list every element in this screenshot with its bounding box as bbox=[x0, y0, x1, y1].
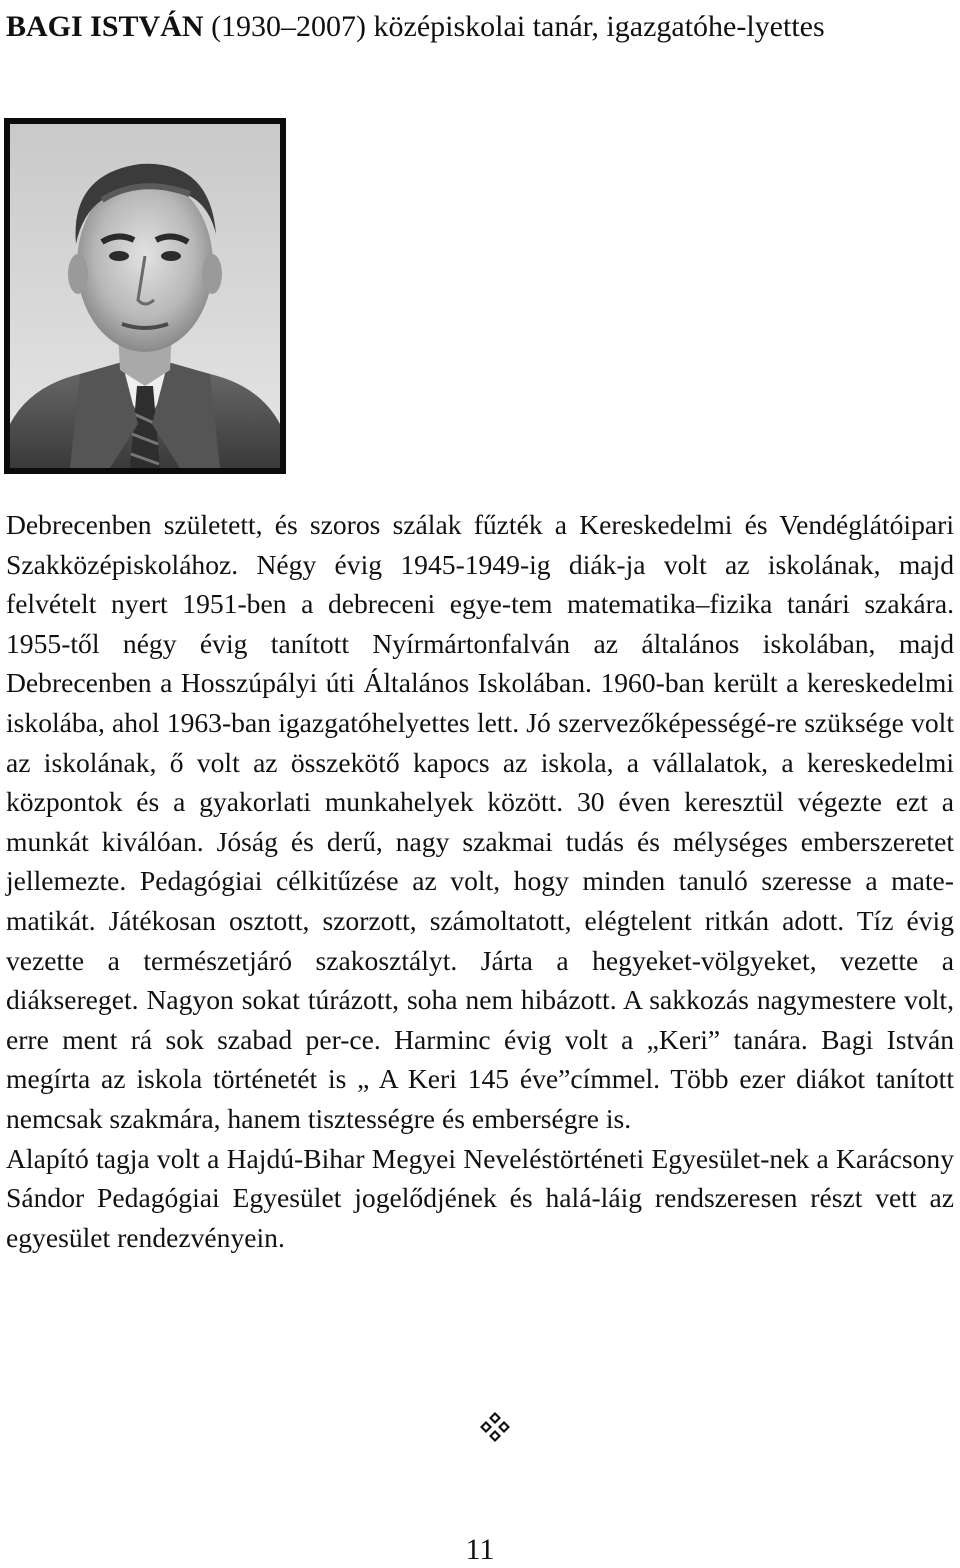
biography-paragraph-1: Debrecenben született, és szoros szálak fűzték a Kereskedelmi és Vendéglátóipari Szakközépiskolához. Négy évig 1945-1949-ig diák-ja volt az iskolának, majd felvételt nyert 1951-ben a debreceni egye-tem matematika–fizika tanári szakára. 1955-től négy évig tanított Nyírmártonfalván az általános iskolában, majd Debrecenben a Hosszúpályi úti Általános Iskolában. 1960-ban került a kereskedelmi iskolába, ahol 1963-ban igazgatóhelyettes lett. Jó szervezőképességé-re szüksége volt az iskolának, ő volt az összekötő kapocs az iskola, a vállalatok, a kereskedelmi központok és a gyakorlati munkahelyek között. 30 éven keresztül végezte ezt a munkát kiválóan. Jóság és derű, nagy szakmai tudás és mélységes emberszeretet jellemezte. Pedagógiai célkitűzése az volt, hogy minden tanuló szeresse a mate-matikát. Játékosan osztott, szorzott, számoltatott, elégtelent ritkán adott. Tíz évig vezette a természetjáró szakosztályt. Járta a hegyeket-völgyeket, vezette a diáksereget. Nagyon sokat túrázott, soha nem hibázott. A sakkozás nagymestere volt, erre ment rá sok szabad per-ce. Harminc évig volt a „Keri” tanára. Bagi István megírta az iskola történetét is „ A Keri 145 éve”címmel. Több ezer diákot tanított nemcsak szakmára, hanem tisztességre és emberségre is. bbox=[6, 509, 954, 1134]
portrait-photo bbox=[4, 118, 286, 474]
page-heading bbox=[6, 6, 954, 48]
person-details: (1930–2007) középiskolai tanár, igazgatóhe-lyettes bbox=[211, 10, 825, 43]
biography-text bbox=[6, 505, 954, 1257]
page-number: 11 bbox=[465, 1533, 495, 1566]
portrait-image bbox=[10, 124, 280, 468]
biography-paragraph-2: Alapító tagja volt a Hajdú-Bihar Megyei Neveléstörténeti Egyesület-nek a Karácsony Sándor Pedagógiai Egyesület jogelődjének és halá-láig rendszeresen részt vett az egyesület rendezvényein. bbox=[6, 1142, 954, 1253]
person-name: BAGI ISTVÁN bbox=[6, 10, 204, 43]
diamond-ornament-icon bbox=[478, 1410, 512, 1444]
